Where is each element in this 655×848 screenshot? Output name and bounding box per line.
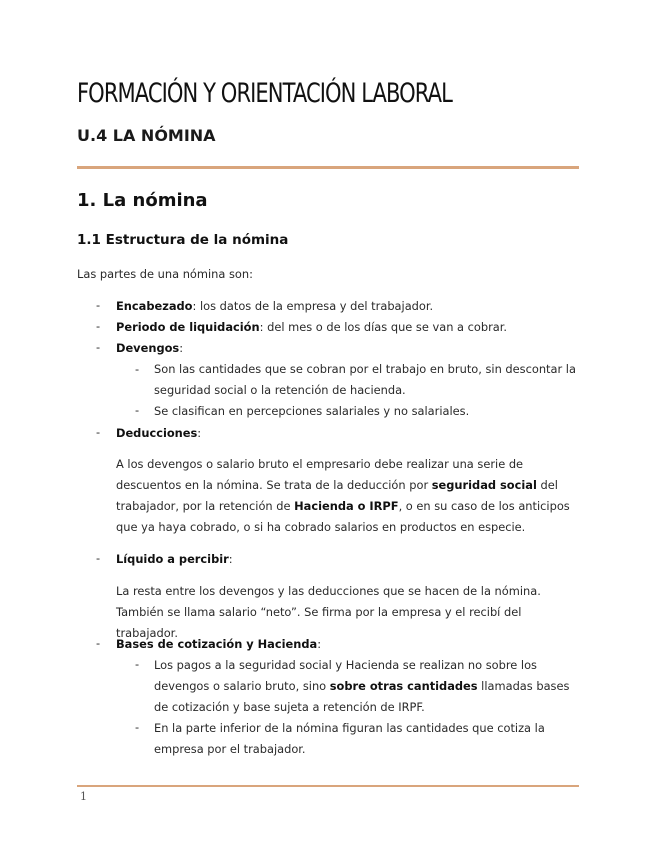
list-item-deducciones <box>116 423 582 444</box>
liquido-paragraph: La resta entre los devengos y las deducciones que se hacen de la nómina. También se llama salario “neto”. Se firma por la empresa y el recibí del trabajador. <box>116 584 541 640</box>
intro-paragraph: Las partes de una nómina son: <box>77 267 253 281</box>
bullet-dash: - <box>96 551 101 565</box>
list-item-bases <box>116 634 582 655</box>
item-text: : los datos de la empresa y del trabajador. <box>192 299 434 313</box>
term: Deducciones <box>116 426 198 440</box>
colon: : <box>197 426 202 440</box>
section-heading: 1. La nómina <box>77 190 208 211</box>
bullet-dash: - <box>96 636 101 650</box>
colon: : <box>228 552 233 566</box>
subsection-heading: 1.1 Estructura de la nómina <box>77 232 289 248</box>
list-item-devengos <box>116 338 582 359</box>
text: llamadas bases de cotización y base sujeta a retención de IRPF. <box>154 679 570 714</box>
item-text: : del mes o de los días que se van a cobrar. <box>259 320 508 334</box>
term: Encabezado <box>116 299 193 313</box>
sub-item-bases-2: En la parte inferior de la nómina figuran las cantidades que cotiza la empresa por el trabajador. <box>154 721 545 756</box>
text: , o en su caso de los anticipos que ya haya cobrado, o si ha cobrado salarios en productos en especie. <box>116 499 570 534</box>
sub-bullet-dash: - <box>135 403 140 417</box>
sub-bullet-dash: - <box>135 720 140 734</box>
term: Devengos <box>116 341 180 355</box>
sub-bullet-dash: - <box>135 362 140 376</box>
bullet-dash: - <box>96 298 101 312</box>
text: Los pagos a la seguridad social y Hacienda se realizan no sobre los devengos o salario bruto, sino <box>154 658 537 693</box>
page-number: 1 <box>80 790 87 803</box>
sub-item-devengos-1: Son las cantidades que se cobran por el trabajo en bruto, sin descontar la seguridad social o la retención de hacienda. <box>154 362 576 397</box>
bullet-dash: - <box>96 425 101 439</box>
list-item-liquido <box>116 549 582 570</box>
bullet-dash: - <box>96 340 101 354</box>
footer-divider <box>77 785 579 787</box>
document-title: FORMACIÓN Y ORIENTACIÓN LABORAL <box>77 78 452 109</box>
term: Líquido a percibir <box>116 552 229 566</box>
term: Bases de cotización y Hacienda <box>116 637 318 651</box>
colon: : <box>317 637 322 651</box>
bold-text: sobre otras cantidades <box>329 679 478 693</box>
sub-bullet-dash: - <box>135 657 140 671</box>
colon: : <box>179 341 184 355</box>
text: del trabajador, por la retención de <box>116 478 558 513</box>
text: A los devengos o salario bruto el empresario debe realizar una serie de descuentos en la nómina. Se trata de la deducción por <box>116 457 524 492</box>
sub-item-bases-1 <box>154 655 582 718</box>
bold-text: Hacienda o IRPF <box>294 499 399 513</box>
term: Periodo de liquidación <box>116 320 260 334</box>
list-item-encabezado <box>116 296 582 317</box>
bold-text: seguridad social <box>431 478 537 492</box>
deducciones-paragraph <box>116 454 582 538</box>
sub-item-devengos-2: Se clasifican en percepciones salariales y no salariales. <box>154 404 470 418</box>
document-subtitle: U.4 LA NÓMINA <box>77 126 216 145</box>
list-item-periodo <box>116 317 582 338</box>
bullet-dash: - <box>96 319 101 333</box>
header-divider <box>77 166 579 169</box>
